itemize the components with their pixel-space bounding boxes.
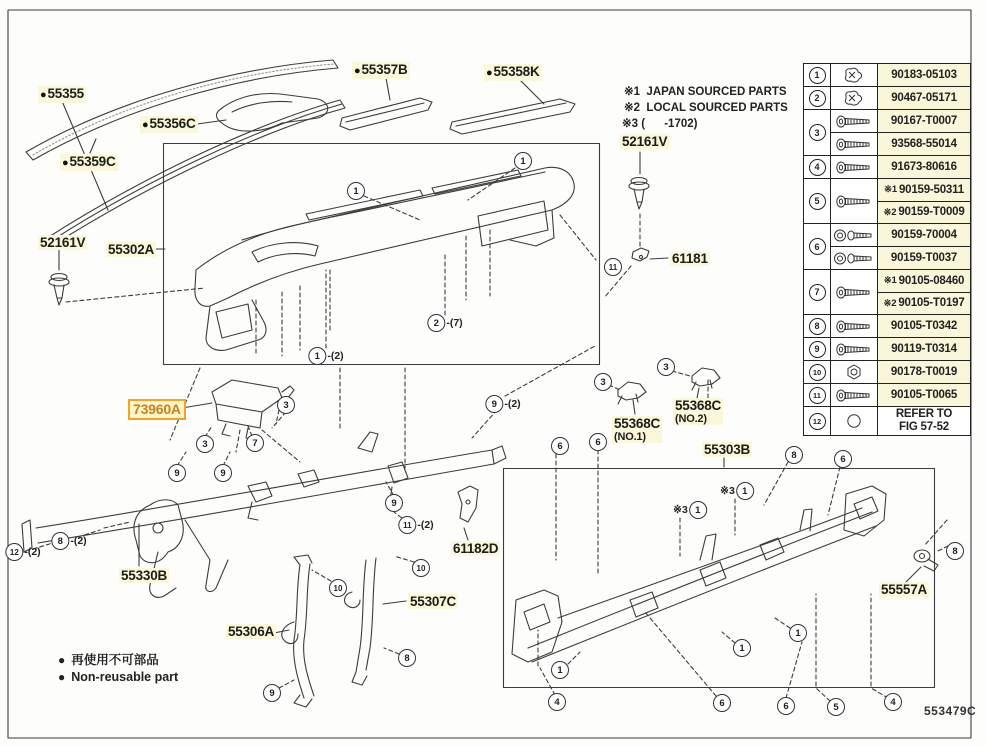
- callout-number: 10: [329, 579, 347, 597]
- non-reusable-bullet-icon: ●: [58, 653, 66, 667]
- callout-quantity: -(2): [70, 535, 87, 547]
- callout-number: 1: [308, 347, 326, 365]
- sourcing-mark: ※2: [883, 297, 897, 309]
- ref-number: 9: [809, 341, 826, 358]
- callout-number: 8: [946, 542, 964, 560]
- callout-number: 1: [789, 624, 807, 642]
- callout-12[interactable]: [5, 543, 40, 561]
- callout-8[interactable]: [946, 542, 964, 560]
- callout-4[interactable]: [884, 693, 902, 711]
- part-number-text: 61182D: [453, 541, 499, 556]
- fastener-part-number: 90183-05103: [891, 69, 957, 81]
- part-label-61182d[interactable]: [451, 541, 500, 556]
- screw-icon: [831, 338, 878, 360]
- table-row-ref-6[interactable]: [804, 223, 970, 269]
- row-sub: [831, 64, 970, 86]
- part-label-55307c[interactable]: [408, 594, 458, 609]
- table-row-ref-1[interactable]: [804, 64, 970, 86]
- callout-9[interactable]: [485, 395, 520, 413]
- fastener-part-number: 90178-T0019: [890, 366, 958, 378]
- part-number-text: 55359C: [69, 154, 116, 169]
- callout-number: 8: [398, 649, 416, 667]
- part-number-cell: [878, 270, 970, 292]
- callout-number: 9: [385, 494, 403, 512]
- row-body: [831, 384, 970, 406]
- row-body: [831, 110, 970, 155]
- part-number-cell: [878, 87, 970, 109]
- instrument-panel-drawing: [195, 167, 596, 356]
- row-body: [831, 87, 970, 109]
- screw-icon: [831, 315, 878, 337]
- part-number-cell: [878, 407, 970, 435]
- ref-cell: [804, 315, 831, 337]
- part-number-text: 55356C: [149, 116, 196, 131]
- callout-number: 9: [214, 464, 232, 482]
- table-row-ref-5[interactable]: [804, 178, 970, 223]
- callout-number: 9: [168, 464, 186, 482]
- part-number-text: 52161V: [40, 235, 86, 250]
- callout-number: 6: [834, 450, 852, 468]
- part-number-cell: [878, 156, 970, 178]
- callout-number: 3: [277, 396, 295, 414]
- callout-3[interactable]: [594, 373, 612, 391]
- non-reusable-bullet-icon: ●: [142, 119, 149, 131]
- part-number-cell: [878, 179, 970, 201]
- washer-screw-icon: [831, 247, 878, 269]
- row-sub: [831, 384, 970, 406]
- row-sub: [831, 407, 970, 435]
- part-number-text: 55307C: [410, 594, 457, 609]
- callout-3[interactable]: [196, 435, 214, 453]
- drawing-number: 553479C: [924, 704, 977, 718]
- molding-55358k-drawing: [450, 99, 575, 134]
- num-stack: [878, 179, 970, 223]
- fastener-part-number: 90167-T0007: [890, 115, 958, 127]
- ref-number: 2: [809, 90, 826, 107]
- table-row-ref-10[interactable]: [804, 360, 970, 383]
- callout-number: 6: [777, 697, 795, 715]
- screw-icon: [831, 133, 878, 155]
- screw-52161v-right: [629, 178, 649, 210]
- callout-quantity: -(2): [24, 546, 41, 558]
- part-label-55358k[interactable]: [484, 64, 542, 81]
- ref-number: 5: [809, 193, 826, 210]
- callout-6[interactable]: [777, 697, 795, 715]
- non-reusable-bullet-icon: ●: [486, 67, 493, 79]
- fastener-part-number: 90159-T0037: [890, 252, 958, 264]
- note-japan-sourced: ※1 JAPAN SOURCED PARTS: [624, 86, 787, 98]
- part-label-55303b[interactable]: [702, 442, 752, 457]
- fastener-part-number: 90105-08460: [898, 274, 965, 287]
- part-number-suffix: (NO.2): [675, 413, 707, 425]
- ref-number: 4: [809, 159, 826, 176]
- fastener-part-number: 90159-T0009: [898, 206, 965, 219]
- table-row-ref-8[interactable]: [804, 314, 970, 337]
- table-row-ref-9[interactable]: [804, 337, 970, 360]
- part-label-55359c[interactable]: [60, 154, 118, 171]
- part-number-text: 55358K: [493, 64, 540, 79]
- row-sub: [831, 156, 970, 178]
- ref-cell: [804, 384, 831, 406]
- callout-quantity: -(2): [417, 519, 434, 531]
- table-row-ref-3[interactable]: [804, 109, 970, 155]
- row-body: [831, 224, 970, 269]
- callout-number: 12: [5, 543, 23, 561]
- fastener-part-number: 90105-T0197: [898, 297, 965, 310]
- row-body: [831, 315, 970, 337]
- part-number-cell: [878, 361, 970, 383]
- row-sub: [831, 361, 970, 383]
- callout-number: 4: [884, 693, 902, 711]
- callout-6[interactable]: [834, 450, 852, 468]
- callout-1[interactable]: [733, 639, 751, 657]
- sourcing-mark: ※2: [883, 206, 897, 218]
- callout-number: 1: [736, 482, 754, 500]
- part-number-text: 55306A: [228, 624, 275, 639]
- callout-number: 1: [551, 661, 569, 679]
- callout-number: 6: [551, 437, 569, 455]
- ref-cell: [804, 407, 831, 435]
- fastener-parts-table: [803, 63, 971, 436]
- part-label-73960a[interactable]: [128, 399, 186, 420]
- part-label-55357b[interactable]: [352, 62, 410, 79]
- part-label-52161v[interactable]: [38, 235, 87, 250]
- part-number-text: 52161V: [622, 134, 668, 149]
- callout-quantity: -(7): [446, 317, 463, 329]
- callout-number: 3: [196, 435, 214, 453]
- part-number-cell: [878, 201, 970, 224]
- fastener-part-number: 90159-50311: [898, 183, 964, 196]
- ref-number: 3: [809, 124, 826, 141]
- non-reusable-bullet-icon: ●: [58, 670, 66, 684]
- table-row-ref-4[interactable]: [804, 155, 970, 178]
- part-number-text: 73960A: [133, 401, 181, 417]
- legend-non-reusable-en: [58, 670, 178, 684]
- fastener-part-number: 91673-80616: [891, 161, 957, 173]
- callout-10[interactable]: [412, 559, 430, 577]
- fastener-part-number: 90119-T0314: [891, 343, 957, 355]
- callout-number: 9: [485, 395, 503, 413]
- table-row-ref-7[interactable]: [804, 269, 970, 314]
- part-number-cell: [878, 292, 970, 315]
- callout-3[interactable]: [657, 358, 675, 376]
- fastener-part-number: REFER TO: [895, 408, 953, 420]
- callout-9[interactable]: [385, 494, 403, 512]
- row-sub: [831, 110, 970, 132]
- screw-icon: [831, 156, 878, 178]
- screw-icon: [831, 179, 878, 223]
- reinforcement-box: [504, 469, 935, 688]
- row-body: [831, 270, 970, 314]
- legend-jp-text: 再使用不可部品: [71, 653, 159, 667]
- callout-8[interactable]: [51, 532, 86, 550]
- ref-cell: [804, 156, 831, 178]
- fastener-part-number: 90159-70004: [891, 229, 957, 241]
- clip-icon: [831, 64, 878, 86]
- stopper-55368c-no1-drawing: [609, 382, 646, 404]
- ref-cell: [804, 87, 831, 109]
- part-number-text: 55368C: [675, 398, 722, 413]
- part-number-text: 55557A: [881, 582, 928, 597]
- note-applicability: ※3 ( -1702): [622, 118, 698, 130]
- row-sub: [831, 315, 970, 337]
- ref-cell: [804, 338, 831, 360]
- non-reusable-bullet-icon: ●: [40, 89, 47, 101]
- fastener-part-number: FIG 57-52: [899, 421, 949, 433]
- callout-number: 6: [589, 433, 607, 451]
- part-label-55356c[interactable]: [140, 116, 198, 133]
- part-label-61181[interactable]: [670, 251, 710, 266]
- callout-7[interactable]: [246, 434, 264, 452]
- part-number-cell: [878, 133, 970, 155]
- sourcing-mark: ※1: [883, 275, 897, 287]
- row-sub: [831, 246, 970, 269]
- callout-prefix: ※3: [673, 504, 688, 516]
- molding-55357b-drawing: [340, 98, 432, 130]
- instrument-panel-box: [164, 144, 600, 365]
- fastener-part-number: 93568-55014: [891, 138, 957, 150]
- callout-number: 11: [604, 258, 622, 276]
- callout-prefix: ※3: [720, 485, 735, 497]
- callout-3[interactable]: [277, 396, 295, 414]
- callout-number: 11: [398, 516, 416, 534]
- row-sub: [831, 338, 970, 360]
- ref-number: 8: [809, 318, 826, 335]
- num-stack: [878, 270, 970, 314]
- row-sub: [831, 132, 970, 155]
- nut-icon: [831, 361, 878, 383]
- ref-cell: [804, 179, 831, 223]
- part-number-cell: [878, 64, 970, 86]
- crossmember-bar-drawing: [22, 346, 595, 597]
- washer-screw-icon: [831, 224, 878, 246]
- part-label-55330b[interactable]: [119, 568, 169, 583]
- sourcing-mark: ※1: [884, 184, 897, 196]
- part-number-text: 55303B: [704, 442, 751, 457]
- callout-quantity: -(2): [504, 398, 521, 410]
- callout-8[interactable]: [785, 446, 803, 464]
- callout-9[interactable]: [263, 684, 281, 702]
- table-row-ref-11[interactable]: [804, 383, 970, 406]
- callout-8[interactable]: [398, 649, 416, 667]
- callout-4[interactable]: [548, 693, 566, 711]
- part-number-text: 55368C: [614, 416, 661, 431]
- table-row-ref-12[interactable]: [804, 406, 970, 435]
- callout-number: 8: [51, 532, 69, 550]
- callout-1[interactable]: [308, 347, 343, 365]
- callout-6[interactable]: [713, 694, 731, 712]
- ref-number: 12: [809, 413, 826, 430]
- part-number-text: 55302A: [108, 242, 155, 257]
- ref-cell: [804, 64, 831, 86]
- fastener-part-number: 90467-05171: [891, 92, 957, 104]
- part-label-55355[interactable]: [38, 86, 86, 103]
- ref-number: 1: [809, 67, 826, 84]
- clip-icon: [831, 87, 878, 109]
- part-number-cell: [878, 224, 970, 246]
- callout-number: 10: [412, 559, 430, 577]
- part-number-suffix: (NO.1): [614, 431, 646, 443]
- callout-9[interactable]: [214, 464, 232, 482]
- row-sub-span: [831, 179, 970, 223]
- callout-number: 4: [548, 693, 566, 711]
- part-label-55368c[interactable]: [612, 416, 662, 443]
- callout-number: 9: [263, 684, 281, 702]
- part-number-cell: [878, 247, 970, 269]
- callout-number: 1: [347, 182, 365, 200]
- non-reusable-bullet-icon: ●: [354, 65, 361, 77]
- part-number-text: 61181: [672, 251, 708, 266]
- callout-number: 6: [713, 694, 731, 712]
- part-label-55302a[interactable]: [106, 242, 156, 257]
- row-body: [831, 156, 970, 178]
- fastener-part-number: 90105-T0065: [890, 389, 958, 401]
- callout-quantity: -(2): [327, 350, 344, 362]
- row-sub: [831, 87, 970, 109]
- row-body: [831, 64, 970, 86]
- callout-number: 3: [657, 358, 675, 376]
- screw-52161v-left: [49, 274, 69, 306]
- ref-cell: [804, 224, 831, 269]
- part-number-text: 55355: [47, 86, 84, 101]
- callout-number: 1: [514, 152, 532, 170]
- ref-number: 7: [809, 284, 826, 301]
- callout-6[interactable]: [589, 433, 607, 451]
- ref-cell: [804, 110, 831, 155]
- callout-number: 3: [594, 373, 612, 391]
- part-label-55306a[interactable]: [226, 624, 276, 639]
- callout-11[interactable]: [604, 258, 622, 276]
- ref-number: 6: [809, 238, 826, 255]
- part-label-55557a[interactable]: [879, 582, 929, 597]
- callout-2[interactable]: [427, 314, 462, 332]
- row-body: [831, 179, 970, 223]
- legend-en-text: Non-reusable part: [71, 670, 179, 684]
- screw-icon: [831, 110, 878, 132]
- callout-number: 8: [785, 446, 803, 464]
- screw-icon: [831, 270, 878, 314]
- callout-number: 1: [733, 639, 751, 657]
- ring-icon: [831, 407, 878, 435]
- leader-dash-52161v: [66, 288, 205, 302]
- callout-1[interactable]: [514, 152, 532, 170]
- callout-1[interactable]: [551, 661, 569, 679]
- callout-number: 7: [246, 434, 264, 452]
- callout-number: 2: [427, 314, 445, 332]
- callout-1[interactable]: [673, 501, 707, 519]
- table-row-ref-2[interactable]: [804, 86, 970, 109]
- ref-cell: [804, 270, 831, 314]
- part-number-text: 55357B: [361, 62, 408, 77]
- callout-11[interactable]: [398, 516, 433, 534]
- part-number-text: 55330B: [121, 568, 168, 583]
- part-number-cell: [878, 315, 970, 337]
- part-label-52161v[interactable]: [620, 134, 669, 149]
- part-label-55368c[interactable]: [673, 398, 723, 425]
- callout-number: 1: [689, 501, 707, 519]
- ref-cell: [804, 361, 831, 383]
- callout-1[interactable]: [789, 624, 807, 642]
- silencer-pad-drawing: [216, 94, 327, 132]
- row-body: [831, 407, 970, 435]
- ref-number: 11: [809, 387, 826, 404]
- non-reusable-bullet-icon: ●: [62, 157, 69, 169]
- part-number-cell: [878, 384, 970, 406]
- part-number-cell: [878, 110, 970, 132]
- callout-9[interactable]: [168, 464, 186, 482]
- row-sub: [831, 224, 970, 246]
- part-number-cell: [878, 338, 970, 360]
- stopper-55368c-no2-drawing: [672, 368, 720, 390]
- callout-6[interactable]: [551, 437, 569, 455]
- legend-non-reusable-jp: [58, 650, 159, 668]
- row-sub-span: [831, 270, 970, 314]
- clip-55557a-drawing: [914, 520, 948, 571]
- ref-number: 10: [809, 364, 826, 381]
- callout-5[interactable]: [827, 698, 845, 716]
- row-body: [831, 361, 970, 383]
- callout-1[interactable]: [347, 182, 365, 200]
- screw-icon: [831, 384, 878, 406]
- note-local-sourced: ※2 LOCAL SOURCED PARTS: [624, 102, 788, 114]
- callout-1[interactable]: [720, 482, 754, 500]
- callout-10[interactable]: [329, 579, 347, 597]
- callout-number: 5: [827, 698, 845, 716]
- fastener-part-number: 90105-T0342: [890, 320, 958, 332]
- row-body: [831, 338, 970, 360]
